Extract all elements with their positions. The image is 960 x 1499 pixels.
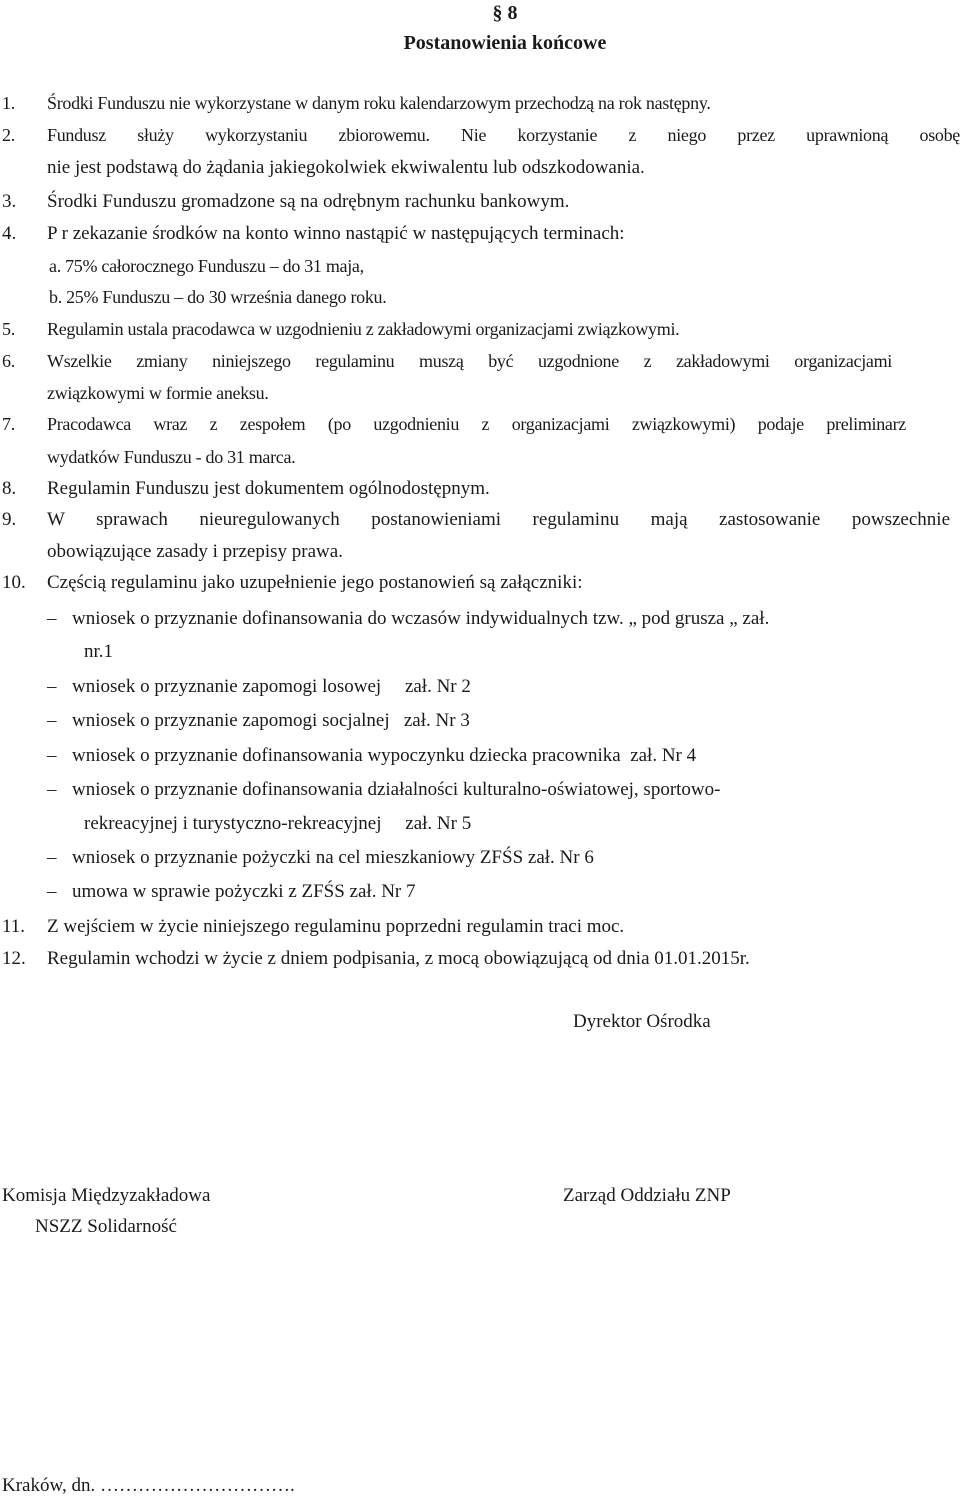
znp-signature-label: Zarząd Oddziału ZNP [563,1185,731,1206]
attachment-text-continued: rekreacyjnej i turystyczno-rekreacyjnej zał. Nr 5 [84,813,472,834]
dash-bullet: – [47,881,57,902]
attachment-item-1 [0,606,960,666]
sub-item-text: 75% całorocznego Funduszu – do 31 maja, [65,256,364,276]
list-item-6 [0,348,960,408]
sub-item-label: b. [49,287,62,307]
item-text: Wszelkie zmiany niniejszego regulaminu muszą być uzgodnione z zakładowymi organizacjami [47,351,892,371]
attachment-text: wniosek o przyznanie dofinansowania wypoczynku dziecka pracownika zał. Nr 4 [72,745,697,766]
item-text: Regulamin Funduszu jest dokumentem ogólnodostępnym. [47,478,490,499]
dash-bullet: – [47,745,57,766]
item-text-continued: wydatków Funduszu - do 31 marca. [47,447,296,467]
item-number: 6. [2,351,15,371]
item-text-continued: obowiązujące zasady i przepisy prawa. [47,541,343,562]
director-signature-label: Dyrektor Ośrodka [573,1011,711,1032]
item-text: P r zekazanie środków na konto winno nastąpić w następujących terminach: [47,223,625,244]
sub-item-b [49,285,386,309]
item-text: Środki Funduszu nie wykorzystane w danym roku kalendarzowym przechodzą na rok następny. [47,93,711,113]
item-number: 8. [2,478,17,499]
item-text: Częścią regulaminu jako uzupełnienie jego postanowień są załączniki: [47,572,583,593]
attachment-text: wniosek o przyznanie dofinansowania do wczasów indywidualnych tzw. „ pod grusza „ zał. [72,608,770,629]
sub-item-label: a. [49,256,61,276]
item-number: 1. [2,93,15,113]
item-text: Z wejściem w życie niniejszego regulaminu poprzedni regulamin traci moc. [47,916,625,937]
commission-union-label: NSZZ Solidarność [35,1216,177,1237]
attachment-item-5 [0,777,960,837]
item-text: Fundusz służy wykorzystaniu zbiorowemu. Nie korzystanie z niego przez uprawnioną osobę [47,125,960,145]
item-text-continued: nie jest podstawą do żądania jakiegokolwiek ekwiwalentu lub odszkodowania. [47,157,645,178]
item-text: Pracodawca wraz z zespołem (po uzgodnieniu z organizacjami związkowymi) podaje preliminarz [47,414,906,434]
attachment-text: wniosek o przyznanie dofinansowania działalności kulturalno-oświatowej, sportowo- [72,779,721,800]
attachment-text: wniosek o przyznanie zapomogi socjalnej zał. Nr 3 [72,710,470,731]
attachment-text-continued: nr.1 [84,641,114,662]
sub-item-a [49,254,364,278]
attachment-text: umowa w sprawie pożyczki z ZFŚS zał. Nr 7 [72,881,416,902]
item-number: 12. [2,948,26,969]
dash-bullet: – [47,847,57,868]
item-number: 5. [2,319,15,339]
item-number: 11. [2,916,26,937]
section-number: § 8 [492,2,518,24]
dash-bullet: – [47,676,57,697]
dash-bullet: – [47,710,57,731]
item-text: W sprawach nieuregulowanych postanowieniami regulaminu mają zastosowanie powszechnie [47,509,950,530]
attachment-text: wniosek o przyznanie zapomogi losowej zał. Nr 2 [72,676,471,697]
list-item-7 [0,411,960,471]
item-text: Środki Funduszu gromadzone są na odrębnym rachunku bankowym. [47,191,570,212]
place-date-line: Kraków, dn. …………………………. [2,1475,295,1496]
dash-bullet: – [47,608,57,629]
sub-item-text: 25% Funduszu – do 30 września danego roku. [66,287,387,307]
item-text: Regulamin wchodzi w życie z dniem podpisania, z mocą obowiązującą od dnia 01.01.2015r. [47,948,750,969]
dash-bullet: – [47,779,57,800]
item-number: 2. [2,125,15,145]
item-number: 4. [2,223,17,244]
list-item-9 [0,507,960,569]
attachment-text: wniosek o przyznanie pożyczki na cel mieszkaniowy ZFŚS zał. Nr 6 [72,847,594,868]
section-title: Postanowienia końcowe [403,32,607,54]
item-text: Regulamin ustala pracodawca w uzgodnieniu z zakładowymi organizacjami związkowymi. [47,319,680,339]
item-number: 9. [2,509,17,530]
item-number: 10. [2,572,26,593]
list-item-2 [0,122,960,182]
commission-signature-label: Komisja Międzyzakładowa [2,1185,211,1206]
item-number: 3. [2,191,17,212]
item-text-continued: związkowymi w formie aneksu. [47,383,269,403]
item-number: 7. [2,414,15,434]
